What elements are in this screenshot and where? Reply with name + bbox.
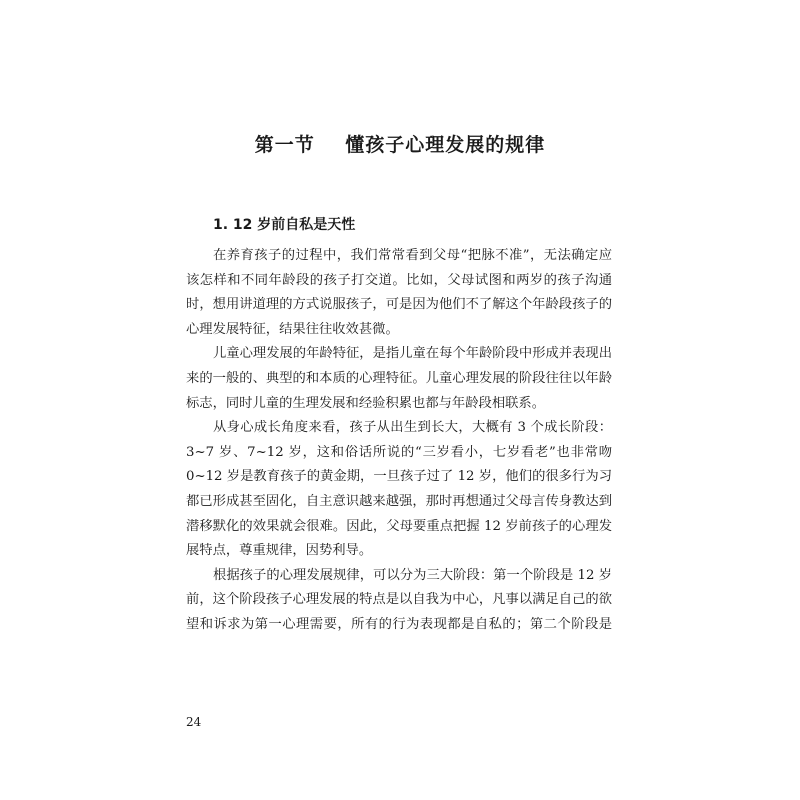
section-heading: 1. 12 岁前自私是天性 xyxy=(213,217,356,233)
body-line: 来的一般的、典型的和本质的心理特征。儿童心理发展的阶段往往以年龄 xyxy=(186,370,612,386)
body-line: 潜移默化的效果就会很难。因此，父母要重点把握 12 岁前孩子的心理发 xyxy=(186,518,612,534)
body-line: 都已形成甚至固化，自主意识越来越强，那时再想通过父母言传身教达到 xyxy=(186,493,612,509)
body-line: 心理发展特征，结果往往收效甚微。 xyxy=(186,321,399,337)
body-line: 0~12 岁是教育孩子的黄金期，一旦孩子过了 12 岁，他们的很多行为习 xyxy=(186,469,612,485)
body-line: 从身心成长角度来看，孩子从出生到长大，大概有 3 个成长阶段： xyxy=(213,420,612,436)
body-line: 展特点，尊重规律，因势利导。 xyxy=(186,543,373,559)
page-number: 24 xyxy=(186,715,202,729)
body-line: 在养育孩子的过程中，我们常常看到父母“把脉不准”，无法确定应 xyxy=(213,248,612,263)
body-line: 时，想用讲道理的方式说服孩子，可是因为他们不了解这个年龄段孩子的 xyxy=(186,297,612,313)
body-text xyxy=(186,244,612,638)
body-line: 标志，同时儿童的生理发展和经验积累也都与年龄段相联系。 xyxy=(186,395,546,411)
body-line: 3~7 岁、7~12 岁，这和俗话所说的“三岁看小，七岁看老”也非常吻 xyxy=(186,444,612,460)
body-line: 根据孩子的心理发展规律，可以分为三大阶段：第一个阶段是 12 岁 xyxy=(213,567,612,583)
body-line: 前，这个阶段孩子心理发展的特点是以自我为中心，凡事以满足自己的欲 xyxy=(186,592,612,608)
body-line: 望和诉求为第一心理需要，所有的行为表现都是自私的；第二个阶段是 xyxy=(186,616,612,632)
chapter-title: 第一节 懂孩子心理发展的规律 xyxy=(254,134,546,156)
body-line: 该怎样和不同年龄段的孩子打交道。比如，父母试图和两岁的孩子沟通 xyxy=(186,272,612,288)
body-line: 儿童心理发展的年龄特征，是指儿童在每个年龄阶段中形成并表现出 xyxy=(213,346,612,362)
